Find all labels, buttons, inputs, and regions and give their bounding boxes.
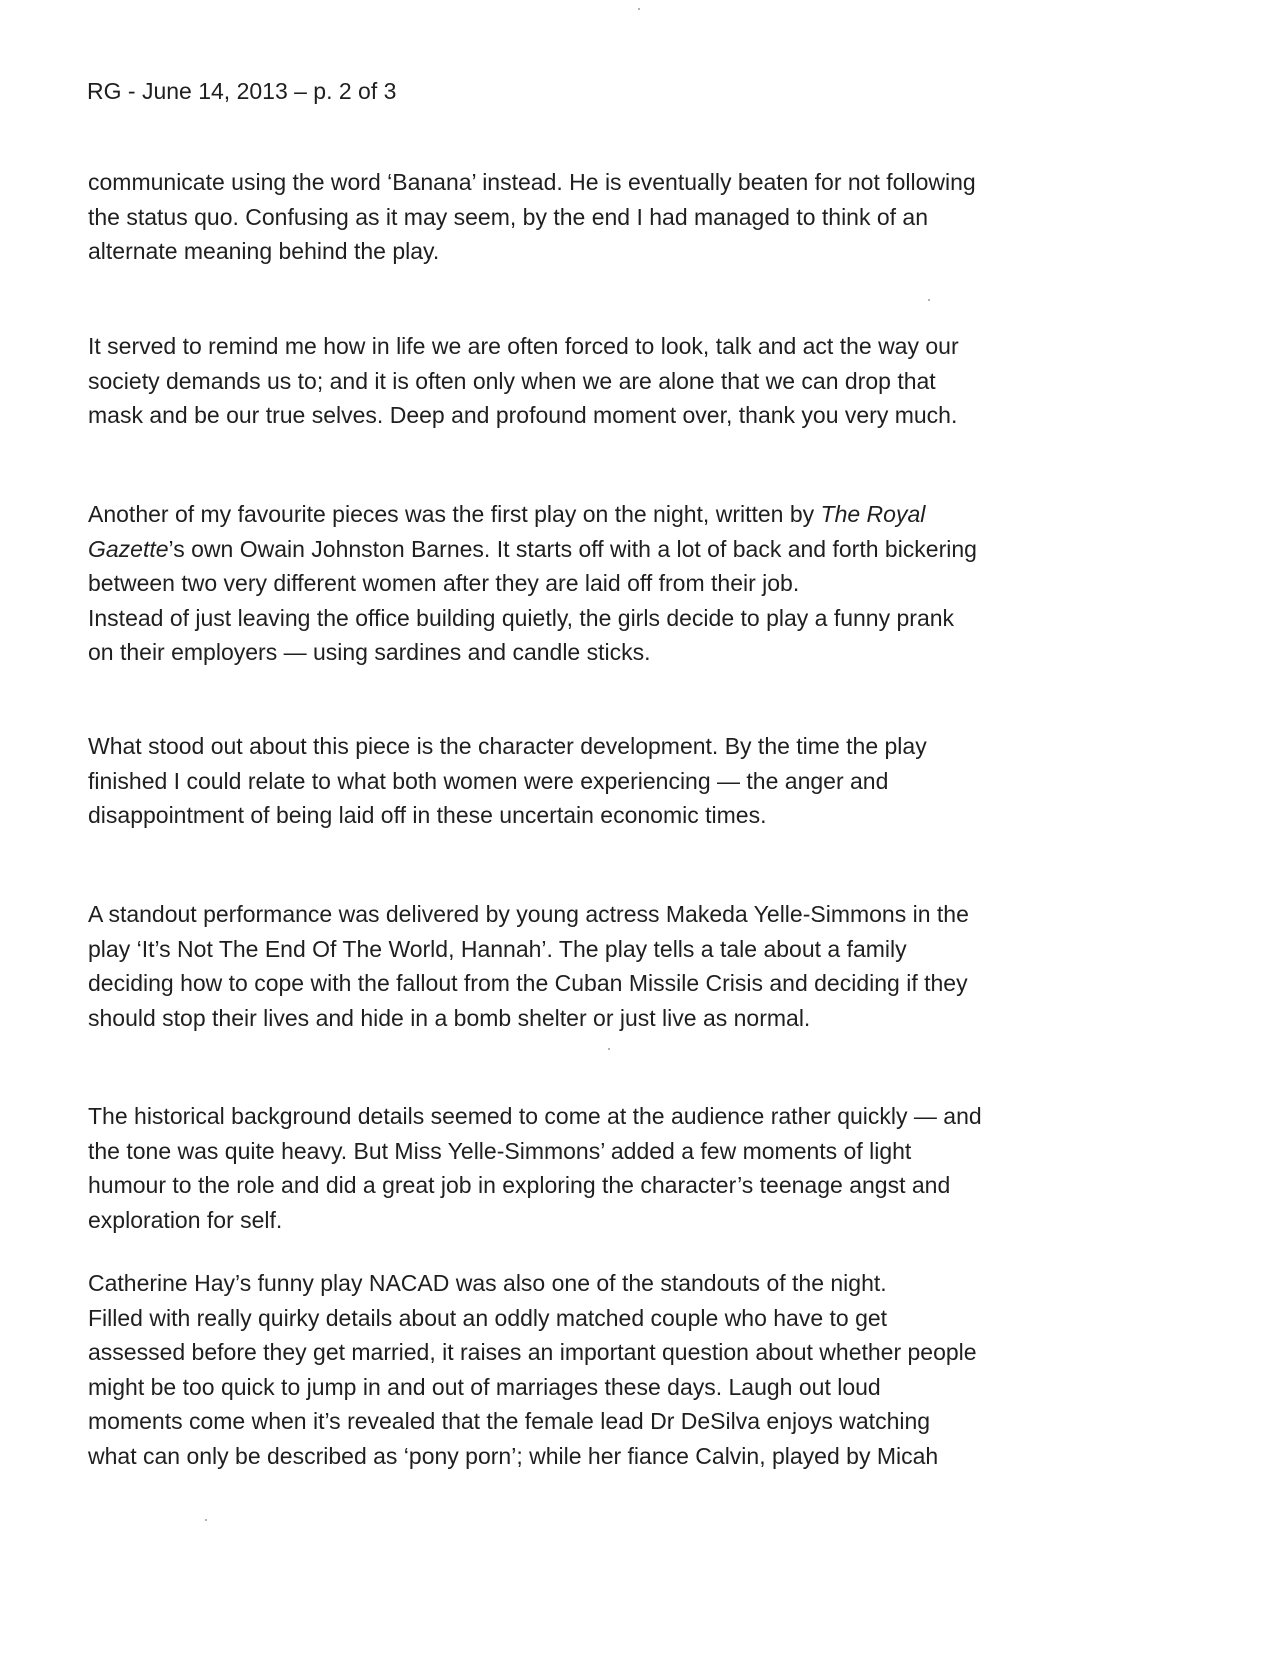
- paragraph-character-development: [88, 729, 1158, 833]
- text-line: exploration for self.: [88, 1206, 283, 1233]
- paragraph-historical-background: [88, 1099, 1158, 1237]
- text-line: finished I could relate to what both women were experiencing — the anger and: [88, 767, 889, 794]
- paragraph-society: [88, 329, 1158, 433]
- text-line: A standout performance was delivered by young actress Makeda Yelle-Simmons in the: [88, 901, 969, 927]
- text-line: disappointment of being laid off in these uncertain economic times.: [88, 802, 767, 828]
- text-line: on their employers — using sardines and candle sticks.: [88, 639, 651, 665]
- scan-speck: [205, 1519, 207, 1521]
- text-line: Catherine Hay’s funny play NACAD was also one of the standouts of the night.: [88, 1270, 887, 1296]
- text-line: play ‘It’s Not The End Of The World, Hannah’. The play tells a tale about a family: [88, 935, 907, 962]
- text-line: mask and be our true selves. Deep and profound moment over, thank you very much.: [88, 402, 958, 428]
- text-line: the tone was quite heavy. But Miss Yelle-Simmons’ added a few moments of light: [88, 1137, 912, 1164]
- text-run: ’s own Owain Johnston Barnes. It starts off with a lot of back and forth bickering: [168, 535, 977, 562]
- page-header: RG - June 14, 2013 – p. 2 of 3: [87, 78, 397, 104]
- paragraph-standout-performance: [88, 897, 1158, 1035]
- text-run: Another of my favourite pieces was the first play on the night, written by: [88, 501, 821, 527]
- text-line: moments come when it’s revealed that the female lead Dr DeSilva enjoys watching: [88, 1408, 931, 1434]
- paragraph-banana: [88, 165, 1158, 269]
- italic-publication-name: Gazette: [88, 535, 169, 562]
- text-line: communicate using the word ‘Banana’ instead. He is eventually beaten for not following: [88, 169, 976, 195]
- text-line: [88, 497, 1158, 532]
- text-line: humour to the role and did a great job in exploring the character’s teenage angst and: [88, 1172, 951, 1198]
- text-line: What stood out about this piece is the character development. By the time the play: [88, 733, 927, 759]
- text-line: should stop their lives and hide in a bomb shelter or just live as normal.: [88, 1004, 811, 1031]
- text-line: It served to remind me how in life we are often forced to look, talk and act the way our: [88, 333, 959, 359]
- scan-speck: [608, 1048, 610, 1050]
- scan-speck: [928, 299, 930, 301]
- text-line: society demands us to; and it is often only when we are alone that we can drop that: [88, 367, 936, 394]
- paragraph-favourite-pieces: [88, 497, 1158, 670]
- text-line: what can only be described as ‘pony porn’; while her fiance Calvin, played by Micah: [88, 1442, 939, 1469]
- text-line: might be too quick to jump in and out of marriages these days. Laugh out loud: [88, 1373, 881, 1400]
- text-line: deciding how to cope with the fallout from the Cuban Missile Crisis and deciding if they: [88, 970, 968, 996]
- text-line: [88, 532, 1158, 567]
- paragraph-nacad: [88, 1266, 1158, 1473]
- text-line: the status quo. Confusing as it may seem, by the end I had managed to think of an: [88, 203, 929, 230]
- text-line: assessed before they get married, it raises an important question about whether people: [88, 1339, 977, 1365]
- text-line: alternate meaning behind the play.: [88, 238, 440, 264]
- text-line: The historical background details seemed to come at the audience rather quickly — and: [88, 1103, 982, 1129]
- text-line: between two very different women after they are laid off from their job.: [88, 570, 800, 596]
- text-line: Filled with really quirky details about an oddly matched couple who have to get: [88, 1304, 888, 1331]
- text-line: Instead of just leaving the office building quietly, the girls decide to play a funny prank: [88, 604, 955, 631]
- scan-speck: [638, 8, 640, 10]
- italic-publication-name: The Royal: [820, 501, 926, 527]
